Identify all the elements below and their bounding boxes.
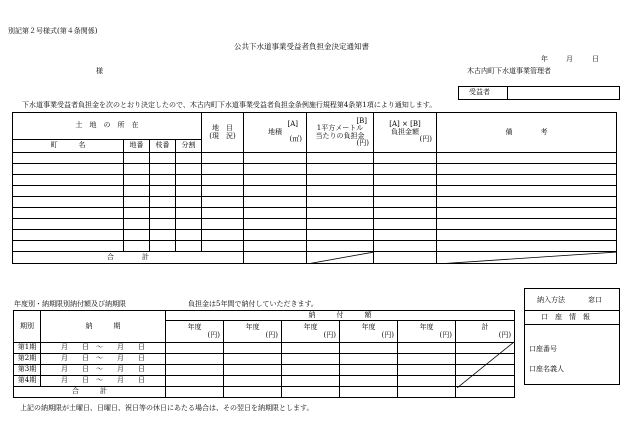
addressee-suffix: 様 (96, 67, 103, 75)
table-row: 第4期 月 日 〜 月 日 (14, 376, 515, 387)
table-row: 第2期 月 日 〜 月 日 (14, 354, 515, 365)
deadline-header: 納 期 (41, 311, 166, 343)
table-row (13, 153, 617, 164)
branch-number-header: 枝番 (150, 140, 176, 153)
form-number: 別記第２号様式(第４条関係) (8, 27, 98, 35)
year-col-3: 年度 (円) (282, 321, 340, 343)
schedule-total-label: 合 計 (14, 387, 166, 398)
land-category-header: 地 目 (現 況) (202, 113, 244, 153)
table-row (13, 208, 617, 219)
intro-text: 下水道事業受益者負担金を次のとおり決定したので、木古内町下水道事業受益者負担金条例施行規程第4条第1項により通知します。 (22, 101, 437, 109)
issuer-name: 木古内町下水道事業管理者 (467, 67, 551, 75)
schedule-caption: 年度別・納期限別納付額及び納期限 (14, 300, 126, 308)
area-header: [A] 地積 (㎡) (244, 113, 307, 153)
beneficiary-divider (507, 87, 508, 99)
total-col: 計 (円) (456, 321, 515, 343)
location-header: 土 地 の 所 在 (13, 113, 202, 140)
table-row: 第1期 月 日 〜 月 日 (14, 343, 515, 354)
division-header: 分割 (176, 140, 202, 153)
total-label: 合 計 (13, 252, 244, 264)
account-info-label: 口 座 情 報 (541, 313, 590, 321)
account-holder-label: 口座名義人 (529, 365, 564, 373)
footer-note: 上記の納期限が土曜日、日曜日、祝日等の休日にあたる場合は、その翌日を納期限とします。 (20, 404, 314, 412)
schedule-table (13, 310, 515, 398)
table-row (13, 164, 617, 175)
total-remarks-struck (437, 252, 617, 264)
town-header: 町 名 (13, 140, 124, 153)
year-col-4: 年度 (円) (340, 321, 398, 343)
lot-number-header: 地番 (124, 140, 150, 153)
account-number-label: 口座番号 (529, 345, 557, 353)
beneficiary-box (458, 86, 620, 100)
payment-method-label: 納入方法 (537, 296, 565, 304)
date-month: 月 (566, 55, 573, 63)
date-year: 年 (541, 55, 548, 63)
payment-method-box (524, 288, 620, 385)
table-row (13, 230, 617, 241)
schedule-note: 負担金は5年間で納付していただきます。 (188, 300, 318, 308)
total-row (14, 387, 515, 398)
total-col-strike (457, 342, 514, 388)
payment-header: 納 付 額 (166, 311, 515, 321)
year-col-5: 年度 (円) (398, 321, 456, 343)
date-day: 日 (592, 55, 599, 63)
total-row (13, 252, 617, 264)
period-header: 期別 (14, 311, 41, 343)
beneficiary-label: 受益者 (469, 88, 490, 96)
table-row (13, 186, 617, 197)
remarks-header: 備 考 (437, 113, 617, 153)
table-row: 第3期 月 日 〜 月 日 (14, 365, 515, 376)
table-row (13, 197, 617, 208)
table-row (13, 219, 617, 230)
total-unit-cost-struck (307, 252, 374, 264)
document-title: 公共下水道事業受益者負担金決定通知書 (234, 42, 369, 51)
burden-table (12, 112, 617, 264)
unit-cost-header: [B] 1平方メートル 当たりの負担金 (円) (307, 113, 374, 153)
table-row (13, 241, 617, 252)
payment-method-value: 窓口 (588, 296, 602, 304)
year-col-1: 年度 (円) (166, 321, 224, 343)
burden-amount-header: [A] × [B] 負担金額 (円) (374, 113, 437, 153)
table-row (13, 175, 617, 186)
year-col-2: 年度 (円) (224, 321, 282, 343)
